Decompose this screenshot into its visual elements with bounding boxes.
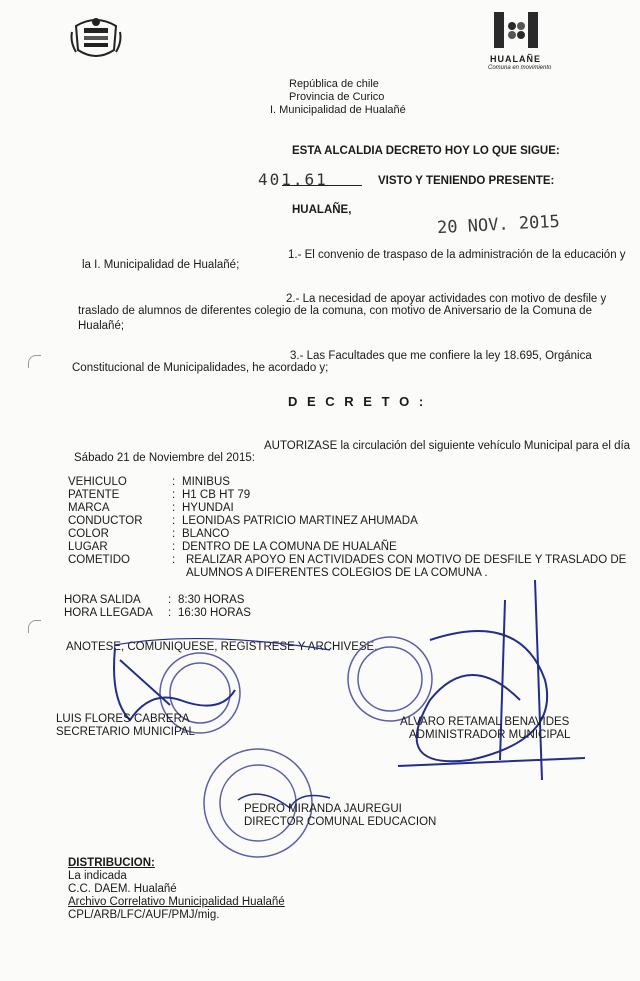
distribution-item: CPL/ARB/LFC/AUF/PMJ/mig. — [68, 909, 220, 921]
administrador-title: ADMINISTRADOR MUNICIPAL — [409, 729, 571, 741]
director-name: PEDRO MIRANDA JAUREGUI — [244, 803, 402, 815]
vehicle-row: COMETIDO : REALIZAR APOYO EN ACTIVIDADES CON MOTIVO DE DESFILE Y TRASLADO DE — [68, 554, 627, 566]
item1-line2: la I. Municipalidad de Hualañé; — [82, 259, 240, 271]
vehicle-row: VEHICULO : MINIBUS — [68, 476, 230, 488]
date-stamp: 20 NOV. 2015 — [436, 211, 561, 239]
item1-line1: 1.- El convenio de traspaso de la administración de la educación y — [288, 249, 626, 261]
hours-row: HORA SALIDA : 8:30 HORAS — [64, 594, 245, 606]
decree-intro: ESTA ALCALDIA DECRETO HOY LO QUE SIGUE: — [292, 145, 560, 157]
item2-line2: traslado de alumnos de diferentes colegio de la comuna, con motivo de Aniversario de la Comuna de Hualañé; — [78, 305, 592, 332]
closing-overstroke — [115, 639, 330, 650]
distribution-title: DISTRIBUCION: — [68, 857, 155, 869]
place-heading: HUALAÑE, — [292, 204, 352, 216]
authorization-line2: Sábado 21 de Noviembre del 2015: — [74, 452, 255, 464]
vehicle-row: COLOR : BLANCO — [68, 528, 230, 540]
header-line-province: Provincia de Curico — [289, 91, 385, 103]
administrador-signature — [398, 580, 585, 780]
vehicle-row: PATENTE : H1 CB HT 79 — [68, 489, 251, 501]
decree-number: 401.61 — [258, 170, 328, 189]
cometido-continuation: ALUMNOS A DIFERENTES COLEGIOS DE LA COMUNA . — [186, 567, 488, 579]
item3-line1: 3.- Las Facultades que me confiere la ley 18.695, Orgánica — [290, 350, 592, 362]
visto-heading: VISTO Y TENIENDO PRESENTE: — [378, 175, 555, 187]
distribution-item: C.C. DAEM. Hualañé — [68, 883, 177, 895]
secretario-name: LUIS FLORES CABRERA — [56, 713, 190, 725]
distribution-item: La indicada — [68, 870, 127, 882]
binder-hole-mark — [28, 355, 41, 368]
logo-tagline: Comuna en movimiento — [488, 65, 552, 71]
vehicle-row: MARCA : HYUNDAI — [68, 502, 234, 514]
header-line-municipality: I. Municipalidad de Hualañé — [270, 104, 406, 116]
vehicle-row: LUGAR : DENTRO DE LA COMUNA DE HUALAÑE — [68, 541, 397, 553]
authorization-line1: AUTORIZASE la circulación del siguiente vehículo Municipal para el día — [264, 440, 631, 452]
vehicle-row: CONDUCTOR : LEONIDAS PATRICIO MARTINEZ AHUMADA — [68, 515, 418, 527]
administrador-stamp — [348, 637, 432, 721]
logo-text: HUALAÑE — [490, 54, 541, 64]
header-line-country: República de chile — [289, 78, 379, 90]
hours-row: HORA LLEGADA : 16:30 HORAS — [64, 607, 251, 619]
item3-line2: Constitucional de Municipalidades, he acordado y; — [72, 362, 329, 374]
item2-line1: 2.- La necesidad de apoyar actividades con motivo de desfile y — [286, 293, 607, 305]
secretario-title: SECRETARIO MUNICIPAL — [56, 726, 195, 738]
closing-line: ANOTESE, COMUNIQUESE, REGISTRESE Y ARCHIVESE. — [66, 641, 378, 653]
binder-hole-mark — [28, 620, 41, 633]
decree-title: D E C R E T O : — [288, 394, 427, 409]
distribution-item: Archivo Correlativo Municipalidad Hualañé — [68, 896, 285, 908]
administrador-name: ALVARO RETAMAL BENAVIDES — [400, 716, 570, 728]
distribution-block — [68, 857, 285, 922]
director-title: DIRECTOR COMUNAL EDUCACION — [244, 816, 437, 828]
